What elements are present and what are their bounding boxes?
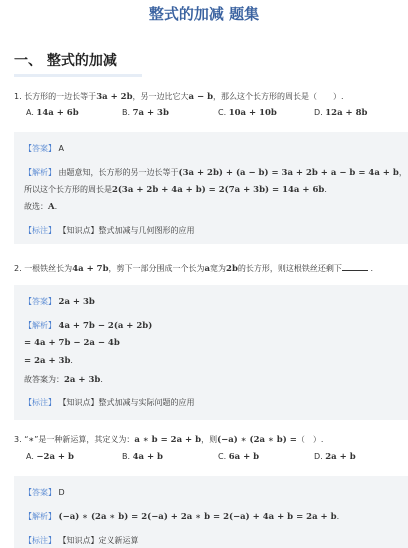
math-expression: 4a + 7b <box>72 264 109 274</box>
option-c[interactable]: C. 6a + b <box>218 452 260 462</box>
note-tag: 【标注】 <box>24 226 56 235</box>
section-underline <box>14 74 142 77</box>
math-expression: 2a + 3b <box>64 375 101 385</box>
math-expression: a − b <box>188 92 214 102</box>
answer-line <box>24 487 65 498</box>
answer-value: D <box>58 488 65 497</box>
answer-value: A <box>58 144 65 153</box>
section-heading: 一、 整式的加减 <box>14 53 117 69</box>
math-expression: = 4a + 7b − 2a − 4b <box>24 338 120 348</box>
analysis-tag: 【解析】 <box>24 321 56 330</box>
option-c[interactable]: C. 10a + 10b <box>218 108 277 118</box>
question-2: 2. 一根铁丝长为4a + 7b，剪下一部分围成一个长为a宽为2b的长方形，则这根铁丝还剩下 . <box>14 264 373 274</box>
question-number: 3. <box>14 435 22 444</box>
answer-line <box>24 143 64 154</box>
solution-box-q2 <box>14 285 408 420</box>
note-text: 【知识点】整式加减与实际问题的应用 <box>58 398 195 407</box>
analysis-line: 【解析】 (−a) ∗ (2a ∗ b) = 2(−a) + 2a ∗ b = 2(−a) + 4a + b = 2a + b. <box>24 512 340 522</box>
answer-tag: 【答案】 <box>24 488 56 497</box>
analysis-line <box>24 338 120 348</box>
option-b[interactable]: B. 7a + 3b <box>122 108 169 118</box>
note-text: 【知识点】整式加减与几何图形的应用 <box>58 226 195 235</box>
conclusion-line: 故答案为：2a + 3b. <box>24 375 103 385</box>
question-1 <box>14 91 344 102</box>
note-line <box>24 535 139 546</box>
option-a[interactable]: A. 14a + 6b <box>26 108 79 118</box>
note-tag: 【标注】 <box>24 398 56 407</box>
answer-tag: 【答案】 <box>24 297 56 306</box>
answer-tag: 【答案】 <box>24 144 56 153</box>
note-line <box>24 225 195 236</box>
option-d[interactable]: D. 12a + 8b <box>314 108 368 118</box>
question-text: ，那么这个长方形的周长是（ ）. <box>213 92 344 101</box>
answer-blank <box>342 263 368 271</box>
analysis-line: 【解析】 由题意知，长方形的另一边长等于(3a + 2b) + (a − b) = 3a + 2b + a − b = 4a + b， <box>24 168 407 178</box>
question-3: 3. “∗”是一种新运算，其定义为：a ∗ b = 2a + b，则(−a) ∗ (2a ∗ b) =（ ）. <box>14 435 324 445</box>
math-expression: (3a + 2b) + (a − b) = 3a + 2b + a − b = 4a + b <box>178 168 399 178</box>
answer-line <box>24 296 95 307</box>
question-text: ，另一边比它大 <box>132 92 189 101</box>
note-text: 【知识点】定义新运算 <box>58 536 139 545</box>
analysis-tag: 【解析】 <box>24 512 56 521</box>
math-expression: 3a + 2b <box>96 92 133 102</box>
math-expression: 4a + 7b − 2(a + 2b) <box>58 321 153 331</box>
math-expression: a <box>204 264 211 274</box>
math-expression: ∗ <box>28 435 35 445</box>
analysis-tag: 【解析】 <box>24 168 56 177</box>
solution-box-q1 <box>14 132 408 244</box>
option-d[interactable]: D. 2a + b <box>314 452 356 462</box>
analysis-line: 所以这个长方形的周长是2(3a + 2b + 4a + b) = 2(7a + 3b) = 14a + 6b. <box>24 185 327 195</box>
answer-value: 2a + 3b <box>58 297 95 307</box>
math-expression: = 2a + 3b <box>24 356 71 366</box>
analysis-line <box>24 320 152 331</box>
math-expression: (−a) ∗ (2a ∗ b) = 2(−a) + 2a ∗ b = 2(−a) + 4a + b = 2a + b <box>58 512 337 522</box>
math-expression: 2b <box>226 264 238 274</box>
option-a[interactable]: A. −2a + b <box>26 452 74 462</box>
question-number: 1. <box>14 92 22 101</box>
math-expression: (−a) ∗ (2a ∗ b) = <box>217 435 297 445</box>
question-text: 长方形的一边长等于 <box>24 92 97 101</box>
question-number: 2. <box>14 264 22 273</box>
option-b[interactable]: B. 4a + b <box>122 452 163 462</box>
note-tag: 【标注】 <box>24 536 56 545</box>
document-title: 整式的加减 题集 <box>148 5 260 23</box>
note-line <box>24 397 195 408</box>
analysis-line: 故选：A. <box>24 202 58 212</box>
solution-box-q3 <box>14 476 408 548</box>
math-expression: A <box>48 202 55 212</box>
math-expression: 2(3a + 2b + 4a + b) = 2(7a + 3b) = 14a + 6b <box>112 185 325 195</box>
math-expression: a ∗ b = 2a + b <box>134 435 202 445</box>
analysis-line: = 2a + 3b. <box>24 356 73 366</box>
